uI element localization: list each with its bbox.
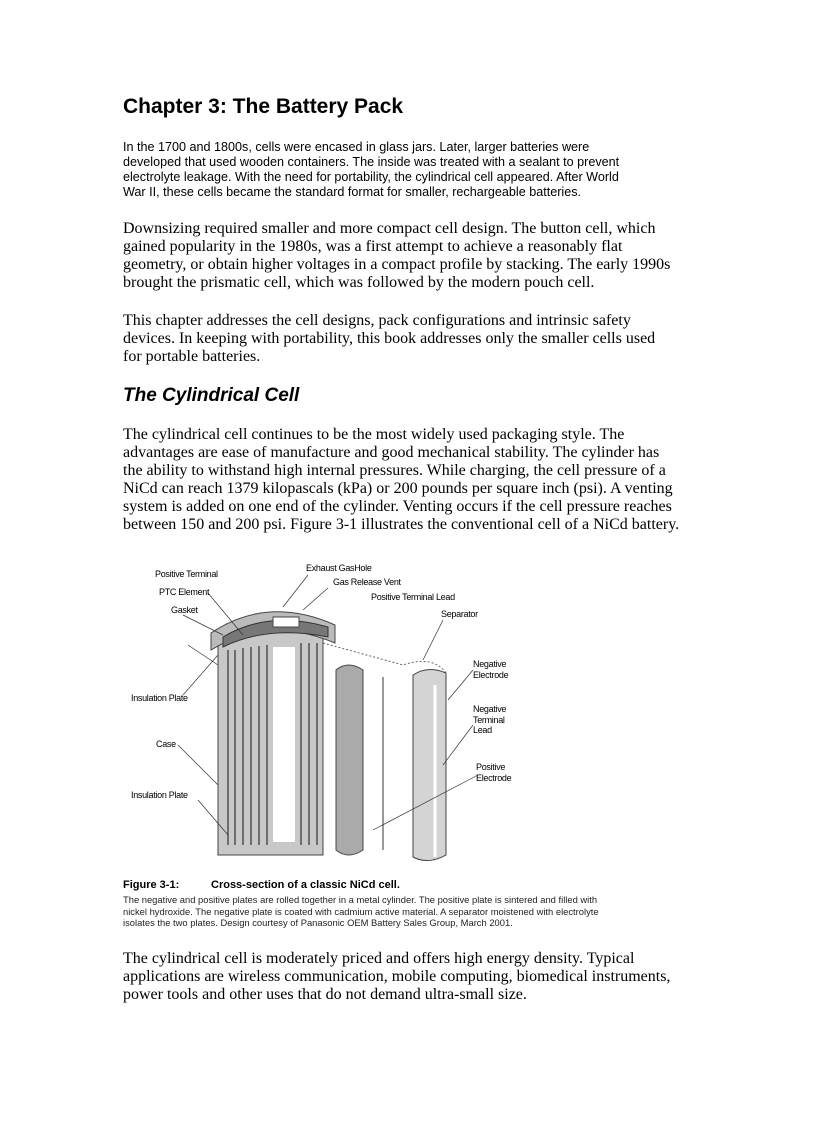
label-separator: Separator bbox=[441, 609, 478, 619]
text-line: gained popularity in the 1980s, was a first attempt to achieve a reasonably flat bbox=[123, 238, 623, 255]
text-line: The cylindrical cell continues to be the most widely used packaging style. The bbox=[123, 426, 625, 443]
text-line: NiCd can reach 1379 kilopascals (kPa) or 200 pounds per square inch (psi). A venting bbox=[123, 480, 673, 497]
text-line: brought the prismatic cell, which was followed by the modern pouch cell. bbox=[123, 274, 595, 291]
text-line: between 150 and 200 psi. Figure 3-1 illustrates the conventional cell of a NiCd battery. bbox=[123, 516, 680, 533]
label-ptc-element: PTC Element bbox=[159, 587, 210, 597]
figure-caption-body bbox=[123, 894, 599, 929]
core-gap bbox=[273, 647, 295, 842]
label-positive-terminal-lead: Positive Terminal Lead bbox=[371, 592, 455, 602]
negative-electrode-roll bbox=[336, 665, 363, 855]
label-negative-terminal-lead: Negative bbox=[473, 704, 507, 714]
text-line: for portable batteries. bbox=[123, 348, 261, 365]
text-line: The negative and positive plates are rolled together in a metal cylinder. The positive plate is sintered and filled with bbox=[123, 894, 598, 905]
positive-electrode-sheet bbox=[413, 669, 446, 860]
label-positive-electrode: Positive bbox=[476, 762, 506, 772]
figure-title: Cross-section of a classic NiCd cell. bbox=[211, 879, 400, 891]
page-title: Chapter 3: The Battery Pack bbox=[123, 95, 404, 118]
text-line: system is added on one end of the cylinder. Venting occurs if the cell pressure reaches bbox=[123, 498, 672, 515]
text-line: The cylindrical cell is moderately priced and offers high energy density. Typical bbox=[123, 950, 635, 967]
text-line: isolates the two plates. Design courtesy of Panasonic OEM Battery Sales Group, March 2001. bbox=[123, 917, 513, 928]
section-heading: The Cylindrical Cell bbox=[123, 385, 300, 406]
label-gas-release-vent: Gas Release Vent bbox=[333, 577, 401, 587]
figure-caption-title bbox=[123, 879, 400, 891]
text-line: the ability to withstand high internal pressures. While charging, the cell pressure of a bbox=[123, 462, 666, 479]
figure-number: Figure 3-1: bbox=[123, 879, 180, 891]
text-line: War II, these cells became the standard format for smaller, rechargeable batteries. bbox=[123, 185, 582, 199]
text-line: developed that used wooden containers. The inside was treated with a sealant to prevent bbox=[123, 155, 620, 169]
paragraph-chapter-scope bbox=[123, 312, 655, 366]
label-exhaust-gas-hole: Exhaust GasHole bbox=[306, 563, 372, 573]
text-line: advantages are ease of manufacture and good mechanical stability. The cylinder has bbox=[123, 444, 660, 461]
text-line: devices. In keeping with portability, this book addresses only the smaller cells used bbox=[123, 330, 656, 347]
text-line: power tools and other uses that do not demand ultra-small size. bbox=[123, 986, 527, 1003]
text-line: applications are wireless communication, mobile computing, biomedical instruments, bbox=[123, 968, 671, 985]
label-negative-terminal-lead: Terminal bbox=[473, 715, 505, 725]
text-line: This chapter addresses the cell designs, pack configurations and intrinsic safety bbox=[123, 312, 631, 329]
paragraph-applications bbox=[123, 950, 670, 1004]
label-positive-terminal: Positive Terminal bbox=[155, 569, 218, 579]
text-line: geometry, or obtain higher voltages in a compact profile by stacking. The early 1990s bbox=[123, 256, 671, 273]
label-insulation-plate-top: Insulation Plate bbox=[131, 693, 188, 703]
intro-paragraph bbox=[123, 140, 619, 200]
text-line: electrolyte leakage. With the need for portability, the cylindrical cell appeared. After World bbox=[123, 170, 619, 184]
label-negative-electrode: Electrode bbox=[473, 670, 509, 680]
text-line: Downsizing required smaller and more compact cell design. The button cell, which bbox=[123, 220, 656, 237]
paragraph-cylindrical bbox=[123, 426, 679, 534]
label-case: Case bbox=[156, 739, 176, 749]
vent-shape bbox=[273, 617, 299, 627]
label-gasket: Gasket bbox=[171, 605, 198, 615]
paragraph-downsizing bbox=[123, 220, 670, 292]
text-line: In the 1700 and 1800s, cells were encased in glass jars. Later, larger batteries were bbox=[123, 140, 590, 154]
nicd-cell-diagram bbox=[123, 555, 523, 875]
label-negative-terminal-lead: Lead bbox=[473, 725, 492, 735]
label-insulation-plate-bottom: Insulation Plate bbox=[131, 790, 188, 800]
label-negative-electrode: Negative bbox=[473, 659, 507, 669]
case-shape bbox=[218, 630, 323, 855]
text-line: nickel hydroxide. The negative plate is coated with cadmium active material. A separator moistened with electrolyte bbox=[123, 905, 599, 917]
label-positive-electrode: Electrode bbox=[476, 773, 512, 783]
